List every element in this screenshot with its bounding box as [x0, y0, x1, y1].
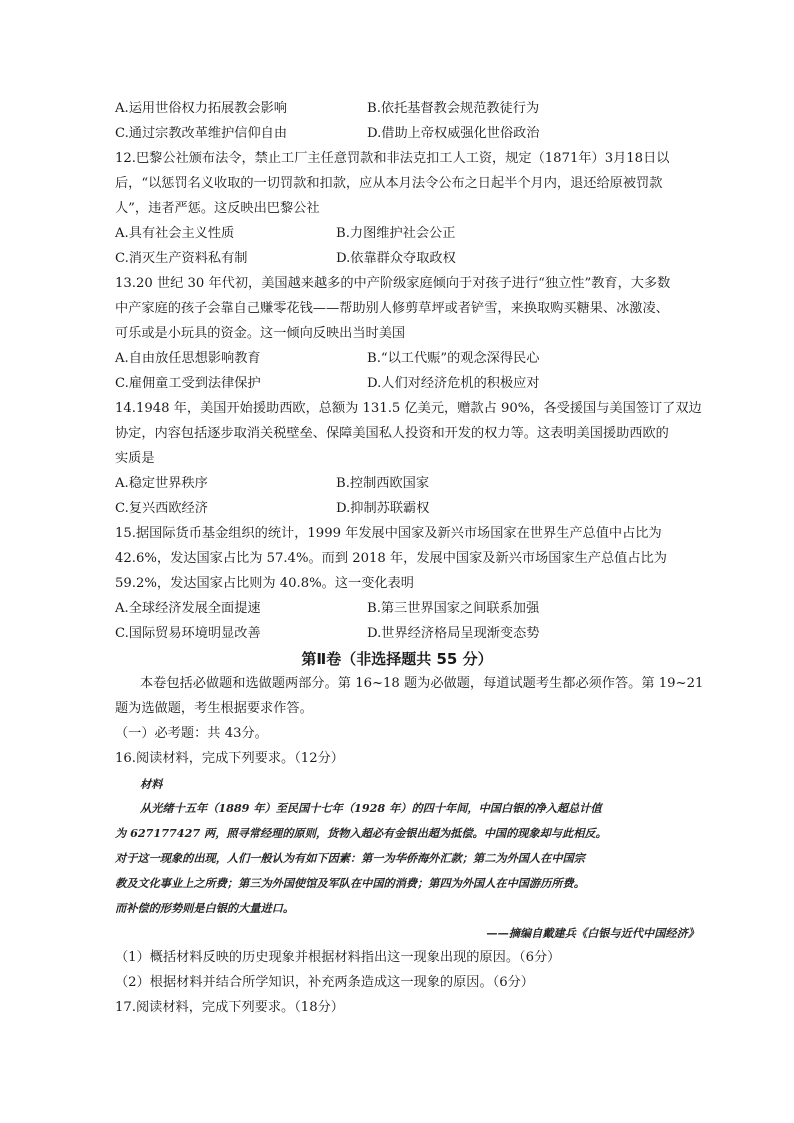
- q14-option-b: B.控制西欧国家: [336, 476, 430, 491]
- q15-option-c: C.国际贸易环境明显改善: [115, 626, 261, 641]
- q13-stem-line2: 中产家庭的孩子会靠自己赚零花钱——帮助别人修剪草坪或者铲雪，来换取购买糖果、冰激凌、: [115, 301, 669, 316]
- q15-option-b: B.第三世界国家之间联系加强: [367, 601, 540, 616]
- q14-option-d: D.抑制苏联霸权: [336, 501, 430, 516]
- q15-option-a: A.全球经济发展全面提速: [115, 601, 261, 616]
- q14-option-a: A.稳定世界秩序: [115, 476, 208, 491]
- q16-subquestion-1: （1）概括材料反映的历史现象并根据材料指出这一现象出现的原因。（6分）: [115, 950, 561, 965]
- q13-option-c: C.雇佣童工受到法律保护: [115, 376, 261, 391]
- section-intro-line1: 本卷包括必做题和选做题两部分。第 16~18 题为必做题，每道试题考生都必须作答。第 19~21: [140, 676, 704, 691]
- q16-subquestion-2: （2）根据材料并结合所学知识，补充两条造成这一现象的原因。（6分）: [115, 975, 534, 990]
- q14-stem-line3: 实质是: [115, 451, 155, 466]
- q11-option-c: C.通过宗教改革维护信仰自由: [115, 126, 288, 141]
- q12-option-b: B.力图维护社会公正: [336, 226, 456, 241]
- material-line3: 对于这一现象的出现，人们一般认为有如下因素：第一为华侨海外汇款；第二为外国人在中国宗: [115, 851, 585, 865]
- q12-option-a: A.具有社会主义性质: [115, 226, 235, 241]
- q11-option-a: A.运用世俗权力拓展教会影响: [115, 101, 287, 116]
- q13-stem-line3: 可乐或是小玩具的资金。这一倾向反映出当时美国: [115, 326, 406, 341]
- material-line5: 而补偿的形势则是白银的大量进口。: [115, 901, 295, 915]
- q12-stem-line2: 后，“以惩罚名义收取的一切罚款和扣款，应从本月法令公布之日起半个月内，退还给原被罚款: [115, 176, 663, 191]
- section-intro-line2: 题为选做题，考生根据要求作答。: [115, 701, 313, 716]
- required-heading: （一）必考题：共 43分。: [115, 726, 268, 741]
- q15-stem-line1: 15.据国际货币基金组织的统计，1999 年发展中国家及新兴市场国家在世界生产总值中占比为: [115, 526, 662, 541]
- material-source: ——摘编自戴建兵《白银与近代中国经济》: [486, 926, 699, 940]
- q12-option-d: D.依靠群众夺取政权: [336, 251, 456, 266]
- q11-option-b: B.依托基督教会规范教徒行为: [367, 101, 540, 116]
- q17-stem: 17.阅读材料，完成下列要求。（18分）: [115, 1000, 344, 1015]
- q14-stem-line1: 14.1948 年，美国开始援助西欧，总额为 131.5 亿美元，赠款占 90%，各受援国与美国签订了双边: [115, 401, 702, 416]
- q13-option-a: A.自由放任思想影响教育: [115, 351, 261, 366]
- q15-stem-line2: 42.6%，发达国家占比为 57.4%。而到 2018 年，发展中国家及新兴市场国家生产总值占比为: [115, 551, 667, 566]
- q13-option-b: B.“以工代赈”的观念深得民心: [367, 351, 540, 366]
- q16-stem: 16.阅读材料，完成下列要求。（12分）: [115, 751, 344, 766]
- q15-stem-line3: 59.2%，发达国家占比则为 40.8%。这一变化表明: [115, 576, 414, 591]
- q12-stem-line3: 人”，违者严惩。这反映出巴黎公社: [115, 201, 320, 216]
- q13-stem-line1: 13.20 世纪 30 年代初，美国越来越多的中产阶级家庭倾向于对孩子进行“独立性”教育，大多数: [115, 276, 671, 291]
- q11-option-d: D.借助上帝权威强化世俗政治: [367, 126, 540, 141]
- material-line4: 教及文化事业上之所费；第三为外国使馆及军队在中国的消费；第四为外国人在中国游历所费。: [115, 876, 585, 890]
- q13-option-d: D.人们对经济危机的积极应对: [367, 376, 540, 391]
- section-title: 第Ⅱ卷（非选择题共 55 分）: [301, 650, 493, 668]
- q14-option-c: C.复兴西欧经济: [115, 501, 208, 516]
- material-label: 材料: [140, 777, 163, 791]
- q12-option-c: C.消灭生产资料私有制: [115, 251, 248, 266]
- q12-stem-line1: 12.巴黎公社颁布法令，禁止工厂主任意罚款和非法克扣工人工资，规定（1871年）3月18日以: [115, 151, 670, 166]
- material-line1: 从光绪十五年（1889 年）至民国十七年（1928 年）的四十年间，中国白银的净入超总计值: [140, 801, 602, 815]
- material-line2: 为 627177427 两，照寻常经理的原则，货物入超必有金银出超为抵偿。中国的现象却与此相反。: [115, 826, 607, 840]
- q15-option-d: D.世界经济格局呈现渐变态势: [367, 626, 540, 641]
- q14-stem-line2: 协定，内容包括逐步取消关税壁垒、保障美国私人投资和开发的权力等。这表明美国援助西欧的: [115, 426, 669, 441]
